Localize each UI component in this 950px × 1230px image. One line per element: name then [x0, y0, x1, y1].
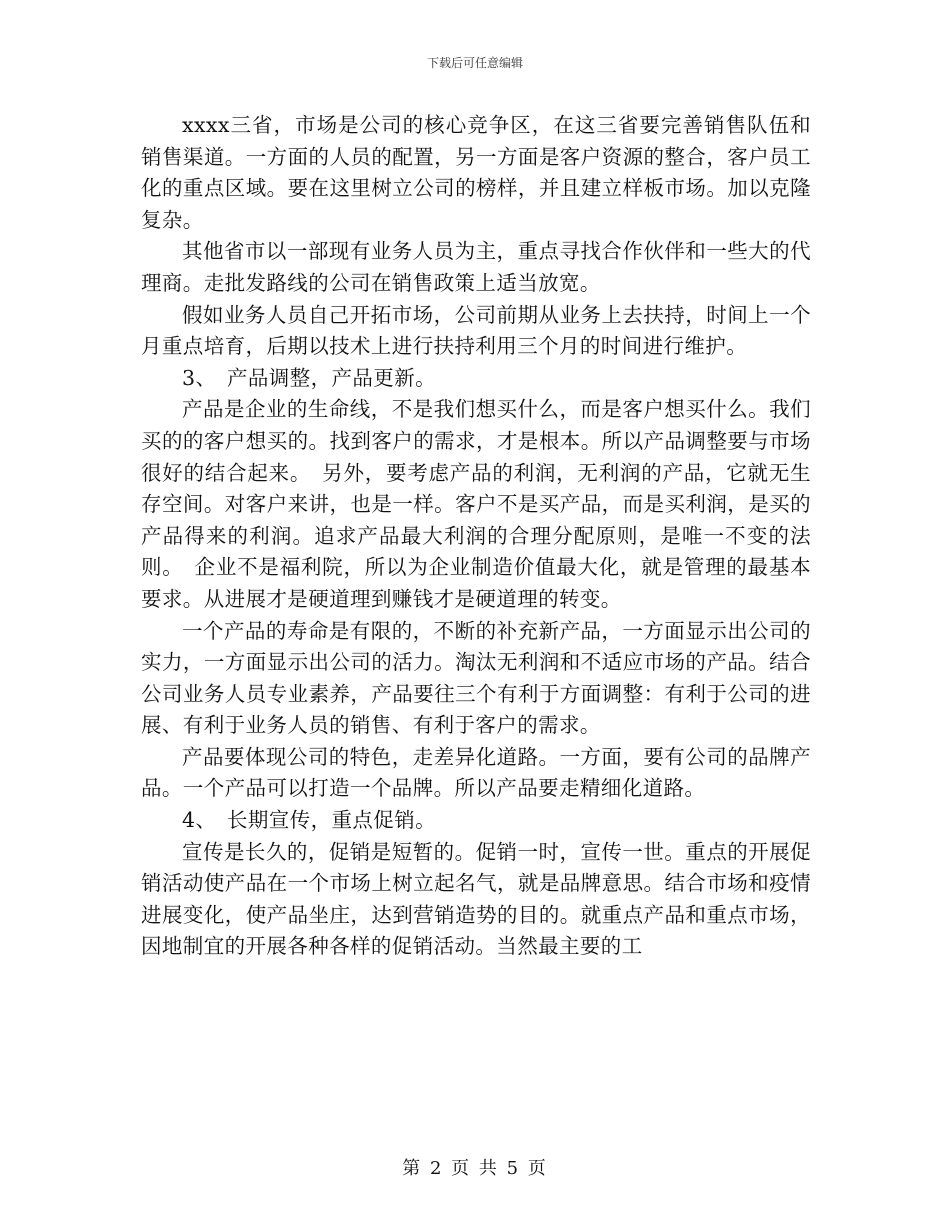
page-footer: 第 2 页 共 5 页: [402, 1158, 548, 1179]
paragraph-5: 一个产品的寿命是有限的，不断的补充新产品，一方面显示出公司的实力，一方面显示出公司的活力。淘汰无利润和不适应市场的产品。结合公司业务人员专业素养，产品要往三个有利于方面调整：有利于公司的进展、有利于业务人员的销售、有利于客户的需求。: [141, 618, 811, 738]
section-heading-3: 3、 产品调整，产品更新。: [182, 365, 436, 390]
document-body: [141, 110, 811, 963]
paragraph-4: 产品是企业的生命线，不是我们想买什么，而是客户想买什么。我们买的的客户想买的。找到客户的需求，才是根本。所以产品调整要与市场很好的结合起来。 另外，要考虑产品的利润，无利润的产品，它就无生存空间。对客户来讲，也是一样。客户不是买产品，而是买利润，是买的产品得来的利润。追求产品最大利润的合理分配原则，是唯一不变的法则。 企业不是福利院，所以为企业制造价值最大化，就是管理的最基本要求。从进展才是硬道理到赚钱才是硬道理的转变。: [141, 397, 811, 611]
section-heading-4: 4、 长期宣传，重点促销。: [182, 808, 436, 833]
paragraph-3: 假如业务人员自己开拓市场，公司前期从业务上去扶持，时间上一个月重点培育，后期以技术上进行扶持利用三个月的时间进行维护。: [141, 302, 811, 359]
page-header: 下载后可任意编辑: [426, 56, 523, 70]
paragraph-1: xxxx三省，市场是公司的核心竞争区，在这三省要完善销售队伍和销售渠道。一方面的人员的配置，另一方面是客户资源的整合，客户员工化的重点区域。要在这里树立公司的榜样，并且建立样板市场。加以克隆复杂。: [141, 113, 811, 232]
paragraph-6: 产品要体现公司的特色，走差异化道路。一方面，要有公司的品牌产品。一个产品可以打造一个品牌。所以产品要走精细化道路。: [141, 744, 811, 801]
paragraph-7: 宣传是长久的，促销是短暂的。促销一时，宣传一世。重点的开展促销活动使产品在一个市场上树立起名气，就是品牌意思。结合市场和疫情进展变化，使产品坐庄，达到营销造势的目的。就重点产品和重点市场，因地制宜的开展各种各样的促销活动。当然最主要的工: [141, 839, 811, 959]
paragraph-2: 其他省市以一部现有业务人员为主，重点寻找合作伙伴和一些大的代理商。走批发路线的公司在销售政策上适当放宽。: [141, 239, 811, 295]
